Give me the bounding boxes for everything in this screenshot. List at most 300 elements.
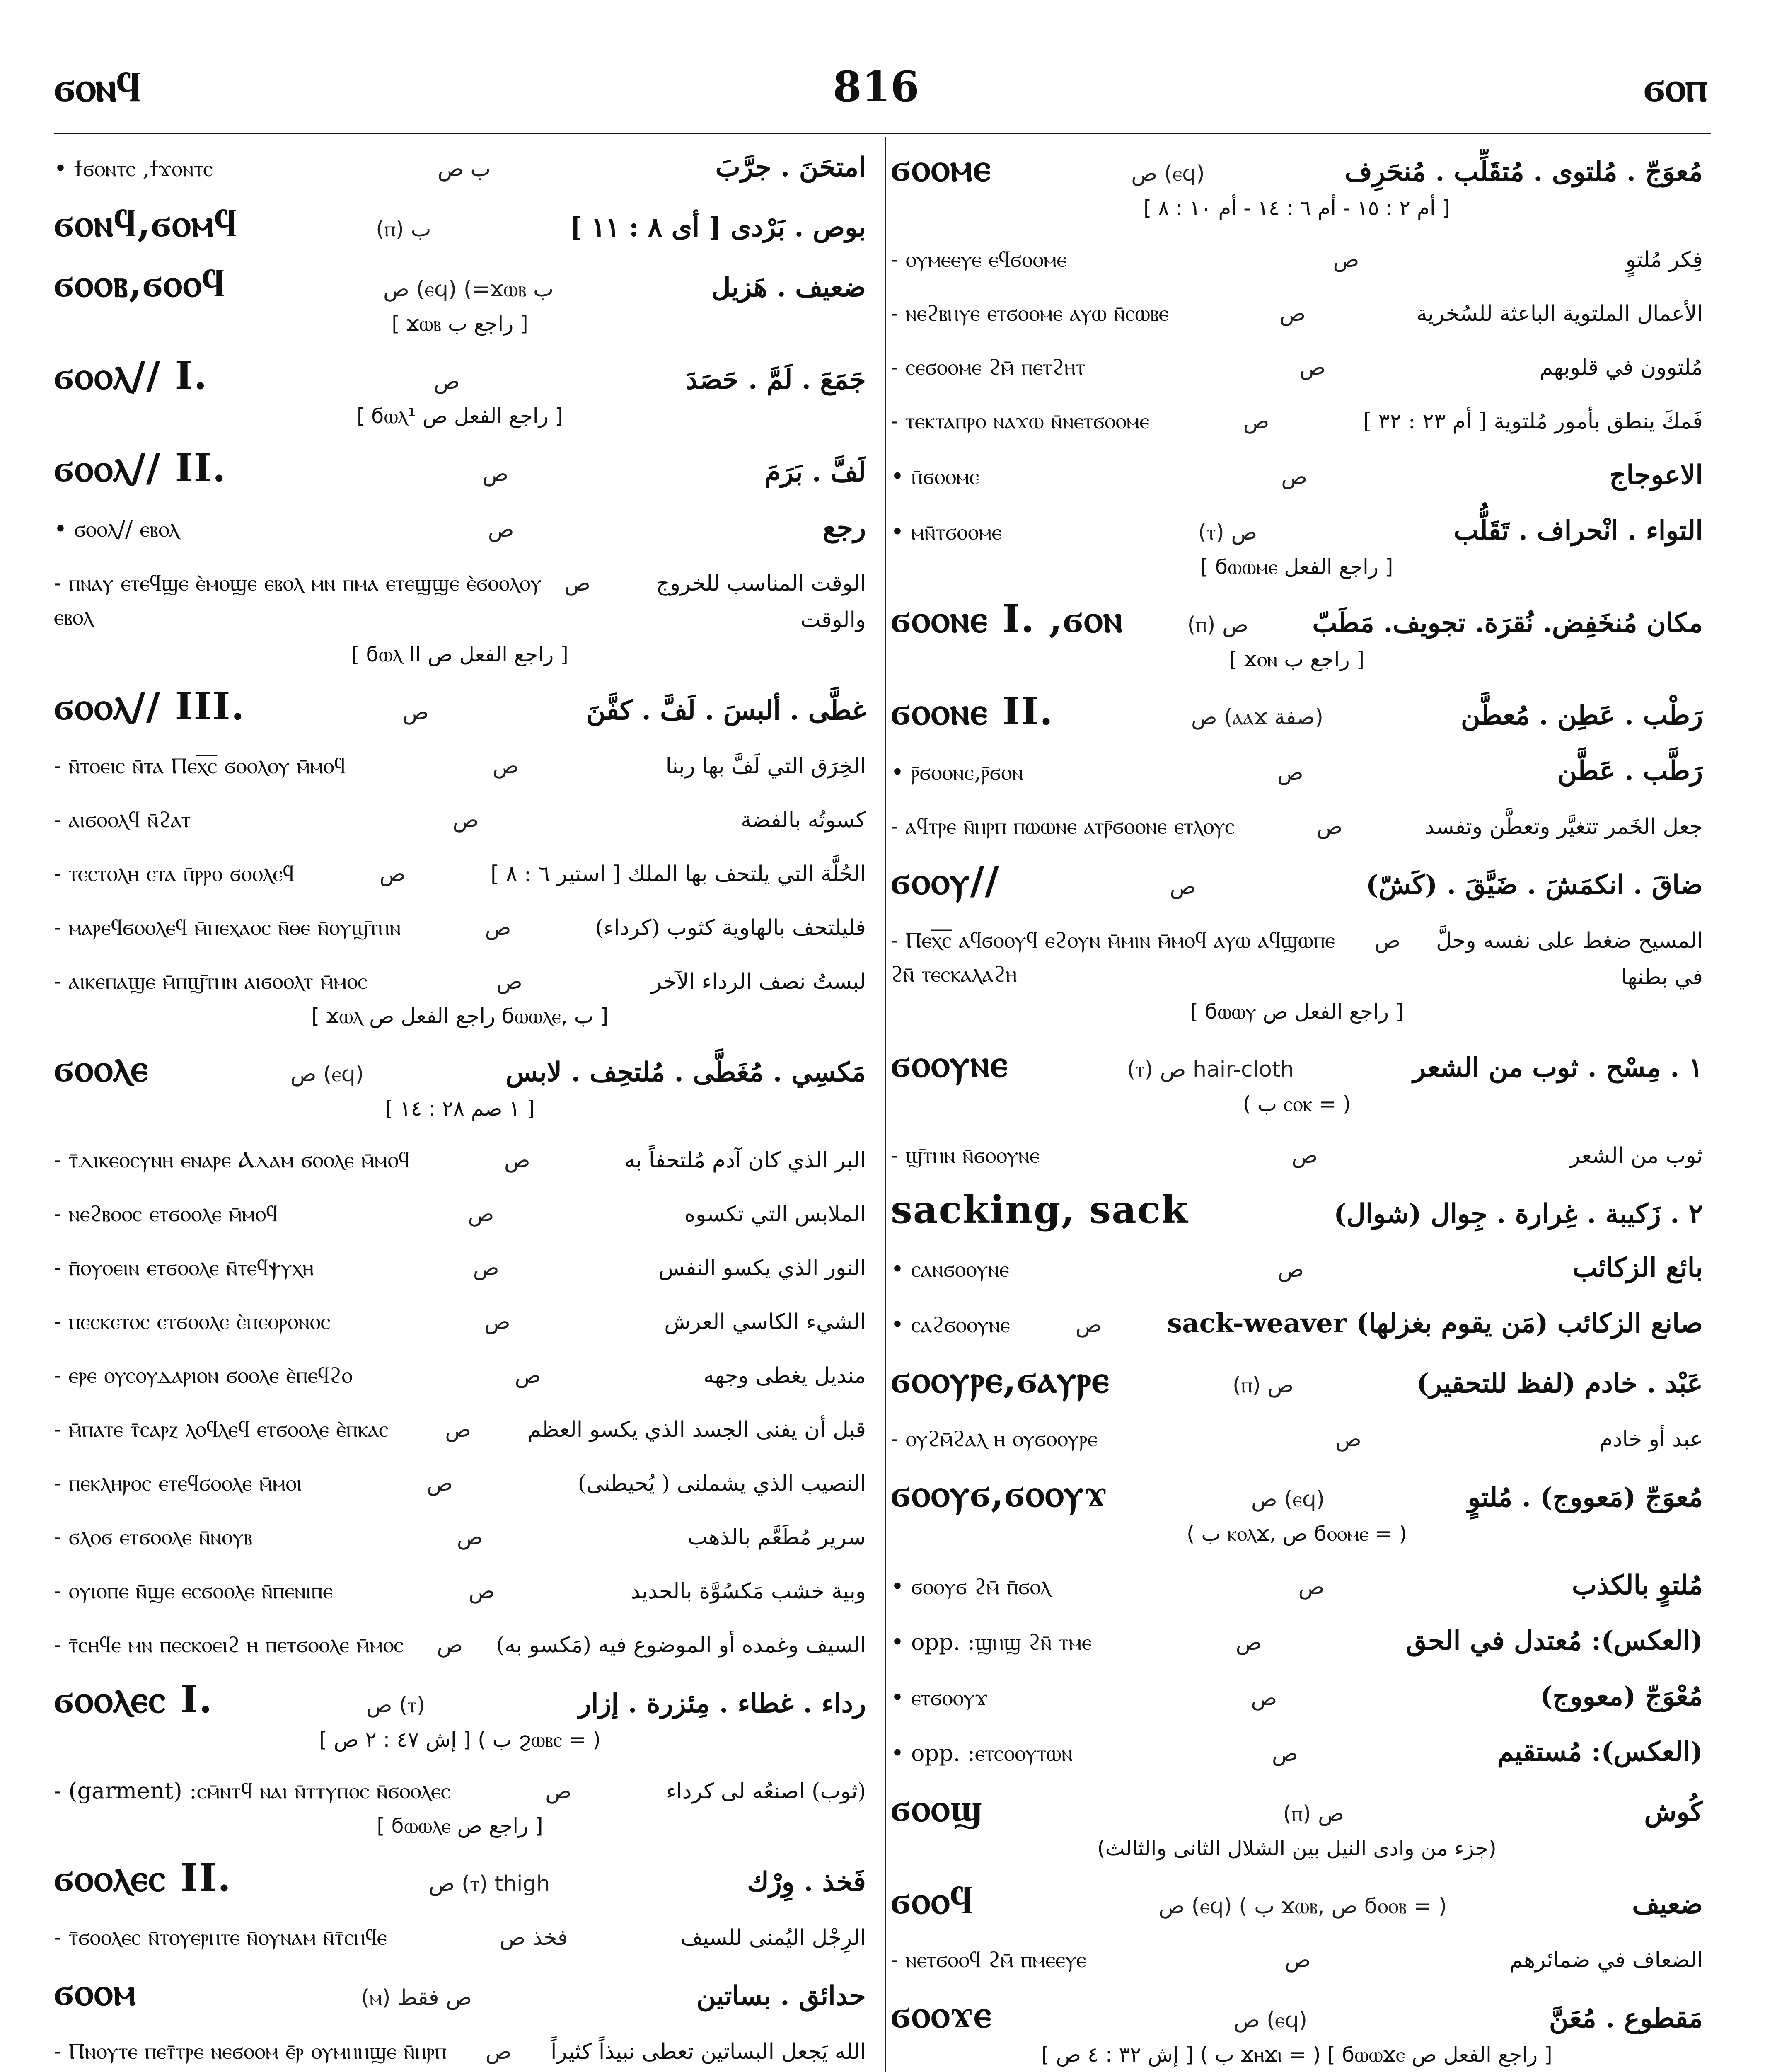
- grammar-meta: ص: [488, 517, 514, 542]
- dictionary-entry: [891, 1567, 1703, 1605]
- grammar-meta: ص: [402, 700, 429, 725]
- dictionary-entry: [891, 1041, 1703, 1120]
- dictionary-entry: [54, 1196, 866, 1232]
- coptic-lemma: ϭⲟⲛϥ,ϭⲟⲙϥ: [54, 201, 238, 245]
- entry-headline: [891, 1878, 1703, 1924]
- grammar-meta: ص: [545, 1779, 572, 1804]
- dictionary-entry: [54, 1920, 866, 1956]
- cross-reference: (جزء من وادى النيل بين الشلال الثانى والثالث): [1097, 1836, 1497, 1860]
- arabic-gloss: سرير مُطَعَّم بالذهب: [687, 1525, 866, 1550]
- arabic-gloss: بائع الزكائب: [1572, 1252, 1703, 1283]
- grammar-meta: ص: [1374, 928, 1401, 953]
- grammar-meta: ص: [433, 369, 460, 394]
- arabic-gloss: الحُلَّة التي يلتحف بها الملك [ استير ٦ : ٨ ]: [490, 862, 866, 886]
- coptic-lemma: • opp. :ⲉⲧⲥⲟⲟⲩⲧⲱⲛ: [891, 1740, 1073, 1766]
- dictionary-entry: [891, 1250, 1703, 1288]
- grammar-meta: ص: [564, 571, 590, 596]
- coptic-lemma: ϭⲟⲟⲗⲉⲥ II.: [54, 1855, 232, 1900]
- coptic-lemma: ϭⲟⲟⲗⲉⲥ I.: [54, 1677, 213, 1721]
- entry-headline: [891, 922, 1703, 995]
- grammar-meta: ص: [469, 1579, 495, 1604]
- entry-headline: [891, 1471, 1703, 1518]
- arabic-gloss: (العكس): مُستقيم: [1497, 1736, 1703, 1767]
- entry-headline: [54, 684, 866, 731]
- coptic-lemma: ϭⲟⲟⲩⲣⲉ,ϭⲁⲩⲣⲉ: [891, 1357, 1110, 1402]
- entry-headline: [891, 1785, 1703, 1832]
- coptic-lemma: ϭⲟⲟϣ: [891, 1785, 983, 1830]
- arabic-gloss: ضعيف . هَزيل: [711, 272, 866, 303]
- arabic-gloss: جعل الخَمر تتغيَّر وتعطَّن وتفسد: [1424, 814, 1703, 839]
- arabic-gloss: ٢ . زَكيبة . غِرارة . جِوال (شوال): [1334, 1198, 1703, 1230]
- coptic-lemma: • ⲡ̄ϭⲟⲟⲙⲉ: [891, 463, 979, 489]
- coptic-lemma: ϭⲟⲟⲙⲉ: [891, 149, 991, 190]
- dictionary-entry: [891, 1992, 1703, 2071]
- arabic-gloss: الله يَجعل البساتين تعطى نبيذاً كثيراً: [551, 2039, 866, 2064]
- coptic-lemma: - ⲧ̄ⲇⲓⲕⲉⲟⲥⲩⲛⲏ ⲉⲛⲁⲣⲉ Ⲁⲇⲁⲙ ϭⲟⲟⲗⲉ ⲙ̄ⲙⲟϥ: [54, 1147, 410, 1173]
- dictionary-entry: [54, 1855, 866, 1902]
- coptic-lemma: - ⲧ̄ϭⲟⲟⲗⲉⲥ ⲛ̄ⲧⲟⲩⲉⲣⲏⲧⲉ ⲛ̄ⲟⲩⲛⲁⲙ ⲛ̄ⲧ̄ⲥⲏϥⲉ: [54, 1924, 387, 1950]
- arabic-gloss: البر الذي كان آدم مُلتحفاً به: [624, 1148, 866, 1173]
- coptic-lemma: • ϭⲟⲟⲩϭ ϩⲙ̄ ⲡ̄ϭⲟⲗ: [891, 1573, 1051, 1600]
- coptic-lemma: - ⲡⲉⲥⲕⲉⲧⲟⲥ ⲉⲧϭⲟⲟⲗⲉ ⲉ̀ⲡⲉⲑⲣⲟⲛⲟⲥ: [54, 1308, 331, 1334]
- arabic-gloss: ثوب من الشعر: [1569, 1143, 1703, 1168]
- cross-reference: ( ب ⲥⲟⲕ = ): [1243, 1092, 1351, 1116]
- entry-headline: [891, 403, 1703, 440]
- coptic-lemma: ϭⲟⲟϥ: [891, 1878, 974, 1922]
- grammar-meta: ص (ⲉϥ): [290, 1062, 364, 1087]
- dictionary-entry: [54, 1573, 866, 1610]
- arabic-gloss: ١ . مِسْح . ثوب من الشعر: [1413, 1052, 1703, 1083]
- grammar-meta: ص: [427, 1471, 453, 1496]
- dictionary-entry: [891, 513, 1703, 583]
- grammar-meta: ص: [1236, 1630, 1262, 1655]
- dictionary-entry: [891, 1942, 1703, 1978]
- coptic-lemma: - Ⲡⲉⲭ̅ⲥ̅ ⲁϥϭⲟⲟⲩϥ ⲉϩⲟⲩⲛ ⲙ̄ⲙⲓⲛ ⲙ̄ⲙⲟϥ ⲁⲩⲱ ⲁϥϣⲱⲡⲉ ϩⲛ̄ ⲧⲉⲥⲕⲁⲗⲁϩⲏ: [891, 927, 1335, 987]
- dictionary-entry: [54, 856, 866, 892]
- grammar-meta: ص: [1170, 874, 1196, 899]
- grammar-meta: فخذ ص: [499, 1925, 568, 1950]
- arabic-gloss: لَفَّ . بَرَمَ: [764, 457, 866, 488]
- arabic-gloss: صانع الزكائب (مَن يقوم بغزلها) sack-weaver: [1167, 1308, 1703, 1339]
- coptic-lemma: ϭⲟⲟⲃ,ϭⲟⲟϥ: [54, 261, 225, 305]
- coptic-lemma: - ⲛⲉⲧϭⲟⲟϥ ϩⲙ̄ ⲡⲙⲉⲉⲩⲉ: [891, 1946, 1086, 1973]
- entry-headline: [54, 802, 866, 838]
- dictionary-entry: [891, 1138, 1703, 1174]
- dictionary-entry: [891, 403, 1703, 440]
- coptic-lemma: • ⲙⲛ̄ⲧϭⲟⲟⲙⲉ: [891, 519, 1002, 545]
- dictionary-entry: [54, 1304, 866, 1340]
- entry-headline: [891, 1041, 1703, 1088]
- dictionary-entry: [54, 1677, 866, 1756]
- coptic-lemma: ϭⲟⲟⲛⲉ I. ,ϭⲟⲛ: [891, 596, 1124, 641]
- grammar-meta: ص: [485, 915, 511, 940]
- coptic-lemma: ϭⲟⲟⲗ// III.: [54, 684, 245, 729]
- dictionary-entry: [54, 149, 866, 187]
- entry-headline: [891, 1187, 1703, 1232]
- coptic-lemma: ϭⲟⲟⲙ: [54, 1969, 137, 2014]
- entry-headline: [891, 457, 1703, 495]
- grammar-meta: ص: [468, 1202, 494, 1227]
- dictionary-entry: [54, 2033, 866, 2072]
- coptic-lemma: ϭⲟⲟⲩϭ,ϭⲟⲟⲩϫ: [891, 1471, 1108, 1515]
- arabic-gloss: جَمَعَ . لَمَّ . حَصَدَ: [685, 364, 866, 395]
- dictionary-entry: [891, 295, 1703, 332]
- entry-headline: [891, 858, 1703, 905]
- arabic-gloss: رداء . غطاء . مِئزرة . إزار: [578, 1688, 866, 1719]
- dictionary-entry: [54, 1465, 866, 1502]
- grammar-meta: ص: [1075, 1313, 1102, 1338]
- entry-headline: [891, 1421, 1703, 1457]
- arabic-gloss: مُلتوٍ بالكذب: [1572, 1570, 1703, 1601]
- page-header: [0, 0, 1765, 137]
- coptic-lemma: - ⲙ̄ⲡⲁⲧⲉ ⲧ̄ⲥⲁⲣⲍ ⲗⲟϥⲗⲉϥ ⲉⲧϭⲟⲟⲗⲉ ⲉ̀ⲡⲕⲁⲥ: [54, 1416, 389, 1442]
- dictionary-entry: [891, 1357, 1703, 1404]
- coptic-lemma: sacking, sack: [891, 1187, 1189, 1232]
- entry-headline: [54, 201, 866, 247]
- entry-headline: [54, 748, 866, 784]
- grammar-meta: ص: [452, 808, 479, 833]
- entry-headline: [54, 2033, 866, 2070]
- right-column: [891, 149, 1703, 2072]
- dictionary-entry: [54, 445, 866, 492]
- grammar-meta: ص: [1279, 301, 1306, 326]
- dictionary-entry: [54, 201, 866, 247]
- entry-headline: [54, 261, 866, 307]
- arabic-gloss: ضاقَ . انكمَشَ . ضَيَّقَ . (كَشّ): [1366, 869, 1703, 900]
- entry-headline: [891, 689, 1703, 736]
- dictionary-entry: [54, 802, 866, 838]
- entry-headline: [54, 1196, 866, 1232]
- dictionary-entry: [54, 261, 866, 340]
- dictionary-entry: [891, 1623, 1703, 1661]
- dictionary-entry: [891, 1471, 1703, 1550]
- entry-headline: [891, 349, 1703, 386]
- grammar-meta: ص: [1299, 355, 1326, 380]
- coptic-lemma: ϭⲟⲟⲗⲉ: [54, 1046, 149, 1090]
- arabic-gloss: مُعوَجّ (مَعووج) . مُلتوٍ: [1468, 1482, 1703, 1513]
- dictionary-entry: [54, 963, 866, 1032]
- arabic-gloss: كُوش: [1644, 1796, 1703, 1828]
- grammar-meta: (ⲡ) ص: [1187, 612, 1248, 637]
- entry-headline: [54, 856, 866, 892]
- arabic-gloss: فَمكَ ينطق بأمور مُلتوية [ أم ٢٣ : ٣٢ ]: [1363, 409, 1703, 434]
- entry-headline: [54, 1142, 866, 1179]
- grammar-meta: ص: [1251, 1686, 1277, 1711]
- grammar-meta: ص (ⲉϥ): [1233, 2008, 1308, 2033]
- dictionary-entry: [54, 510, 866, 548]
- grammar-meta: (ⲙ) ص فقط: [361, 1985, 472, 2010]
- cross-reference: [ إش ٤٧ : ٢ ص ] ( ب ϩⲱⲃⲥ = ): [319, 1728, 601, 1752]
- arabic-gloss: مَكسِي . مُغَطَّى . مُلتحِف . لابس: [505, 1057, 866, 1088]
- grammar-meta: ص (ⲉϥ) ( ب ϫⲱⲃ, ص ϭⲟⲟⲃ = ): [1158, 1894, 1447, 1919]
- dictionary-entry: [891, 689, 1703, 736]
- arabic-gloss: (العكس): مُعتدل في الحق: [1406, 1625, 1703, 1656]
- arabic-gloss: مُعوَجّ . مُلتوى . مُتقَلِّب . مُنحَرِف: [1344, 156, 1703, 187]
- grammar-meta: ص: [379, 862, 406, 886]
- page-number: 816: [833, 62, 919, 111]
- dictionary-entry: [891, 349, 1703, 386]
- coptic-lemma: - ⲙⲁⲣⲉϥϭⲟⲟⲗⲉϥ ⲙ̄ⲡⲉⲭⲁⲟⲥ ⲛ̄ⲑⲉ ⲛ̄ⲟⲩϣ̄ⲧⲏⲛ: [54, 914, 401, 940]
- grammar-meta: ص: [493, 754, 519, 779]
- entry-headline: [54, 1573, 866, 1610]
- entry-headline: [54, 1773, 866, 1810]
- grammar-meta: ص: [1272, 1741, 1298, 1766]
- arabic-gloss: المسيح ضغط على نفسه وحلَّ في بطنها: [1436, 928, 1703, 990]
- entry-headline: [54, 1411, 866, 1448]
- coptic-lemma: - ⲧ̄ⲥⲏϥⲉ ⲙⲛ ⲡⲉⲥⲕⲟⲉⲓϩ ⲏ ⲡⲉⲧϭⲟⲟⲗⲉ ⲙ̄ⲙⲟⲥ: [54, 1631, 404, 1658]
- entry-headline: [891, 242, 1703, 278]
- arabic-gloss: مَقطوع . مُعَنَّ: [1549, 2003, 1703, 2034]
- entry-headline: [54, 1465, 866, 1502]
- arabic-gloss: الخِرَق التي لَفَّ بها ربنا: [665, 754, 866, 779]
- dictionary-entry: [54, 1773, 866, 1842]
- coptic-lemma: - ⲡ̄ⲟⲩⲟⲉⲓⲛ ⲉⲧϭⲟⲟⲗⲉ ⲛ̄ⲧⲉϥⲯⲩⲭⲏ: [54, 1254, 314, 1280]
- entry-headline: [54, 510, 866, 548]
- arabic-gloss: حدائق . بساتين: [696, 1980, 866, 2011]
- arabic-gloss: بوص . بَرْدى [ أى ٨ : ١١ ]: [569, 212, 866, 243]
- entry-headline: [54, 1969, 866, 2016]
- grammar-meta: ص: [496, 969, 522, 994]
- entry-headline: [54, 1304, 866, 1340]
- coptic-lemma: • ϭⲟⲟⲗ// ⲉⲃⲟⲗ: [54, 516, 179, 542]
- entry-headline: [891, 1623, 1703, 1661]
- coptic-lemma: - ⲛⲉϩⲃⲏⲩⲉ ⲉⲧϭⲟⲟⲙⲉ ⲁⲩⲱ ⲛ̄ⲥⲱⲃⲉ: [891, 300, 1169, 326]
- coptic-lemma: - ⲟⲩⲓⲟⲡⲉ ⲛ̄ϣⲉ ⲉⲥϭⲟⲟⲗⲉ ⲛ̄ⲡⲉⲛⲓⲡⲉ: [54, 1578, 333, 1604]
- entry-headline: [891, 1992, 1703, 2038]
- arabic-gloss: فليلتحف بالهاوية كثوب (كرداء): [595, 915, 866, 940]
- grammar-meta: ص: [1281, 465, 1308, 489]
- entry-headline: [54, 1627, 866, 1663]
- entry-headline: [54, 1358, 866, 1394]
- coptic-lemma: - ϣ̄ⲧⲏⲛ ⲛ̄ϭⲟⲟⲩⲛⲉ: [891, 1142, 1040, 1168]
- entry-headline: [54, 1855, 866, 1902]
- coptic-lemma: - ⲡⲛⲁⲩ ⲉⲧⲉϥϣⲉ ⲉ̀ⲙⲟϣⲉ ⲉⲃⲟⲗ ⲙⲛ ⲡⲙⲁ ⲉⲧⲉϣϣⲉ ⲉ̀ϭⲟⲟⲗⲟⲩ ⲉⲃⲟⲗ: [54, 570, 542, 630]
- dictionary-entry: [891, 1734, 1703, 1772]
- coptic-lemma: • ⲥⲁϩϭⲟⲟⲩⲛⲉ: [891, 1312, 1010, 1338]
- coptic-lemma: ϭⲟⲟⲩⲛⲉ: [891, 1041, 1008, 1086]
- coptic-lemma: • opp. :ϣⲏϣ ϩⲛ̄ ⲧⲙⲉ: [891, 1629, 1092, 1655]
- entry-headline: [891, 753, 1703, 791]
- coptic-lemma: ϭⲟⲟⲗ// II.: [54, 445, 227, 490]
- cross-reference: [ ϫⲱⲗ راجع الفعل ص ϭⲱⲱⲗⲉ, ب ]: [311, 1004, 609, 1028]
- cross-reference: ( ب ⲕⲟⲗϫ, ص ϭⲟⲟⲙⲉ = ): [1186, 1522, 1407, 1546]
- grammar-meta: ص: [482, 462, 509, 487]
- arabic-gloss: الاعوجاج: [1609, 460, 1703, 491]
- arabic-gloss: قبل أن يفنى الجسد الذي يكسو العظم: [527, 1417, 866, 1442]
- dictionary-entry: [891, 149, 1703, 224]
- entry-headline: [54, 149, 866, 187]
- arabic-gloss: الملابس التي تكسوه: [684, 1202, 866, 1227]
- entry-headline: [891, 1567, 1703, 1605]
- entry-headline: [54, 910, 866, 946]
- dictionary-entry: [54, 684, 866, 731]
- dictionary-entry: [891, 242, 1703, 278]
- entry-headline: [54, 565, 866, 638]
- arabic-gloss: فَخذ . وِرْك: [747, 1866, 866, 1898]
- dictionary-entry: [54, 353, 866, 432]
- header-rule: [54, 133, 1711, 134]
- coptic-lemma: - ⲁⲓⲕⲉⲡⲁϣⲉ ⲙ̄ⲡϣ̄ⲧⲏⲛ ⲁⲓϭⲟⲟⲗⲧ ⲙ̄ⲙⲟⲥ: [54, 968, 368, 994]
- dictionary-entry: [891, 1187, 1703, 1232]
- dictionary-entry: [891, 1421, 1703, 1457]
- dictionary-entry: [891, 457, 1703, 495]
- dictionary-entry: [891, 922, 1703, 1028]
- coptic-lemma: - ⲧⲉⲕⲧⲁⲡⲣⲟ ⲛⲁϫⲱ ⲛ̄ⲛⲉⲧϭⲟⲟⲙⲉ: [891, 408, 1150, 434]
- arabic-gloss: النصيب الذي يشملنى ( يُحيطنى): [578, 1471, 866, 1496]
- arabic-gloss: الوقت المناسب للخروج والوقت: [656, 571, 866, 632]
- entry-headline: [54, 445, 866, 492]
- grammar-meta: ص: [484, 1310, 510, 1334]
- arabic-gloss: غطَّى . ألبسَ . لَفَّ . كفَّنَ: [586, 695, 866, 726]
- cross-reference: [ ϫⲱⲃ راجع ب ]: [392, 312, 528, 336]
- arabic-gloss: فِكر مُلتوٍ: [1625, 247, 1703, 272]
- coptic-lemma: • ⲣ̄ϭⲟⲟⲛⲉ,ⲣ̄ϭⲟⲛ: [891, 759, 1023, 785]
- arabic-gloss: امتحَنَ . جرَّبَ: [715, 152, 866, 183]
- grammar-meta: ص: [515, 1363, 541, 1388]
- cross-reference: [ ϭⲱⲱⲩ راجع الفعل ص ]: [1190, 1000, 1404, 1024]
- coptic-lemma: ϭⲟⲟⲛⲉ II.: [891, 689, 1054, 733]
- arabic-gloss: كسوتُه بالفضة: [740, 808, 866, 833]
- entry-headline: [54, 1920, 866, 1956]
- coptic-lemma: ϭⲟⲟϫⲉ: [891, 1992, 992, 2036]
- grammar-meta: ب ص: [438, 157, 491, 182]
- arabic-gloss: الأعمال الملتوية الباعثة للسُخرية: [1416, 301, 1703, 326]
- dictionary-entry: [54, 748, 866, 784]
- entry-headline: [891, 1305, 1703, 1343]
- coptic-lemma: • ⲉⲧϭⲟⲟⲩϫ: [891, 1685, 988, 1711]
- entry-headline: [54, 1519, 866, 1556]
- grammar-meta: ص (ⲉϥ): [1131, 161, 1205, 186]
- cross-reference: [ أم ٢ : ١٥ - أم ٦ : ١٤ - أم ١٠ : ٨ ]: [1143, 196, 1451, 220]
- cross-reference: [ ϭⲱⲗ II راجع الفعل ص ]: [351, 642, 568, 666]
- coptic-lemma: - ⲡⲉⲕⲗⲏⲣⲟⲥ ⲉⲧⲉϥϭⲟⲟⲗⲉ ⲙ̄ⲙⲟⲓ: [54, 1470, 302, 1496]
- grammar-meta: ص (ⲧ) thigh: [428, 1871, 550, 1896]
- coptic-lemma: - ⲟⲩϩⲙ̄ϩⲁⲗ ⲏ ⲟⲩϭⲟⲟⲩⲣⲉ: [891, 1426, 1098, 1452]
- grammar-meta: (ⲡ) ص: [1233, 1373, 1294, 1398]
- coptic-lemma: • ϯϭⲟⲛⲧⲥ ,ϯϫⲟⲛⲧⲥ: [54, 155, 213, 182]
- grammar-meta: ص (ⲉϥ) (=ϫⲱⲃ ب: [383, 277, 554, 302]
- arabic-gloss: التواء . انْحراف . تَقَلُّب: [1453, 515, 1703, 546]
- dictionary-entry: [891, 753, 1703, 791]
- arabic-gloss: ضعيف: [1632, 1889, 1703, 1920]
- entry-headline: [891, 513, 1703, 551]
- dictionary-entry: [54, 1627, 866, 1663]
- coptic-lemma: - (garment) :ⲥⲙ̄ⲛⲧϥ ⲛⲁⲓ ⲛ̄ⲧⲧⲩⲡⲟⲥ ⲛ̄ϭⲟⲟⲗⲉⲥ: [54, 1778, 451, 1804]
- arabic-gloss: لبستُ نصف الرداء الآخر: [651, 969, 866, 994]
- running-head-left: ϭⲟⲛϥ: [54, 62, 141, 111]
- coptic-lemma: - ϭⲗⲟϭ ⲉⲧϭⲟⲟⲗⲉ ⲛ̄ⲛⲟⲩⲃ: [54, 1524, 253, 1550]
- coptic-lemma: - ⲥⲉϭⲟⲟⲙⲉ ϩⲙ̄ ⲡⲉⲧϩⲏⲧ: [891, 354, 1086, 380]
- coptic-lemma: - ⲛⲉϩⲃⲟⲟⲥ ⲉⲧϭⲟⲟⲗⲉ ⲙ̄ⲙⲟϥ: [54, 1201, 278, 1227]
- dictionary-entry: [54, 1519, 866, 1556]
- arabic-gloss: منديل يغطى وجهه: [703, 1363, 866, 1388]
- entry-headline: [891, 1357, 1703, 1404]
- grammar-meta: (ⲧ) ص hair-cloth: [1127, 1057, 1294, 1082]
- grammar-meta: ص: [1316, 814, 1343, 839]
- arabic-gloss: رَطْب . عَطِن . مُعطَّن: [1460, 700, 1703, 731]
- dictionary-entry: [54, 1250, 866, 1286]
- arabic-gloss: الشيء الكاسي العرش: [664, 1310, 866, 1334]
- arabic-gloss: الضعاف في ضمائرهم: [1509, 1948, 1703, 1973]
- grammar-meta: ص: [1298, 1575, 1325, 1600]
- grammar-meta: ص (ⲁⲁϫ صفة): [1191, 705, 1324, 730]
- dictionary-entry: [891, 808, 1703, 845]
- dictionary-entry: [54, 1142, 866, 1179]
- grammar-meta: ص (ⲉϥ): [1251, 1487, 1325, 1512]
- grammar-meta: (ⲡ) ب: [376, 217, 431, 242]
- coptic-lemma: ϭⲟⲟⲩ//: [891, 858, 1000, 903]
- dictionary-entry: [891, 1305, 1703, 1343]
- coptic-lemma: - ⲧⲉⲥⲧⲟⲗⲏ ⲉⲧⲁ ⲡ̄ⲣⲣⲟ ϭⲟⲟⲗⲉϥ: [54, 860, 295, 886]
- column-divider: [885, 137, 886, 2072]
- left-column: [54, 149, 866, 2072]
- grammar-meta: ص: [1278, 1257, 1304, 1282]
- arabic-gloss: النور الذي يكسو النفس: [658, 1256, 866, 1280]
- cross-reference: [ ϫⲟⲛ راجع ب ]: [1229, 647, 1365, 671]
- arabic-gloss: الرِجْل اليُمنى للسيف: [680, 1925, 866, 1950]
- coptic-lemma: ϭⲟⲟⲗ// I.: [54, 353, 208, 398]
- entry-headline: [54, 1677, 866, 1723]
- entry-headline: [54, 1250, 866, 1286]
- entry-headline: [891, 149, 1703, 192]
- dictionary-entry: [891, 1878, 1703, 1924]
- arabic-gloss: عَبْد . خادم (لفظ للتحقير): [1416, 1368, 1703, 1399]
- running-head-right: ϭⲟⲡ: [1644, 62, 1707, 111]
- grammar-meta: ص (ⲧ): [366, 1693, 426, 1718]
- grammar-meta: ص: [457, 1525, 483, 1550]
- entry-headline: [891, 1250, 1703, 1288]
- cross-reference: [ ϭⲱⲗ¹ راجع الفعل ص ]: [356, 404, 563, 428]
- cross-reference: [54, 2070, 866, 2072]
- entry-headline: [891, 596, 1703, 643]
- cross-reference: [ ϭⲱⲱⲗⲉ راجع ص ]: [377, 1814, 543, 1838]
- cross-reference: [ إش ٣٢ : ٤ ص ] ( ب ϫⲏϫⲓ = ) [ ϭⲱⲱϫⲉ راجع الفعل ص ]: [1041, 2043, 1552, 2067]
- coptic-lemma: - Ⲡⲛⲟⲩⲧⲉ ⲡⲉⲧ̄ⲧⲣⲉ ⲛⲉϭⲟⲟⲙ ⲉ̄ⲣ ⲟⲩⲙⲏⲏϣⲉ ⲛ̄ⲏⲣⲡ: [54, 2038, 447, 2064]
- arabic-gloss: عبد أو خادم: [1599, 1427, 1703, 1452]
- dictionary-entry: [891, 1785, 1703, 1864]
- coptic-lemma: • ⲥⲁⲛϭⲟⲟⲩⲛⲉ: [891, 1256, 1009, 1282]
- dictionary-entry: [54, 1969, 866, 2016]
- entry-headline: [54, 353, 866, 400]
- grammar-meta: ص: [445, 1417, 471, 1442]
- entry-headline: [891, 1138, 1703, 1174]
- grammar-meta: ص: [504, 1148, 530, 1173]
- dictionary-entry: [891, 596, 1703, 675]
- arabic-gloss: مُعْوَجّ (معووج): [1540, 1681, 1703, 1712]
- grammar-meta: ص: [1277, 760, 1303, 785]
- cross-reference: [ ١ صم ٢٨ : ١٤ ]: [385, 1097, 535, 1121]
- arabic-gloss: مكان مُنخَفِض. نُقرَة. تجويف. مَطَبّ: [1312, 608, 1703, 639]
- dictionary-entry: [891, 1678, 1703, 1716]
- grammar-meta: ص: [1333, 247, 1359, 272]
- arabic-gloss: وبية خشب مَكسُوَّة بالحديد: [630, 1579, 866, 1604]
- grammar-meta: ص: [1335, 1427, 1361, 1452]
- dictionary-entry: [891, 858, 1703, 905]
- entry-headline: [891, 1942, 1703, 1978]
- arabic-gloss: رَطَّب . عَطَّن: [1557, 755, 1703, 787]
- dictionary-entry: [54, 910, 866, 946]
- coptic-lemma: - ⲁⲓϭⲟⲟⲗϥ ⲛ̄ϩⲁⲧ: [54, 806, 191, 833]
- entry-headline: [54, 963, 866, 1000]
- grammar-meta: ص: [485, 2039, 512, 2064]
- grammar-meta: (ⲡ) ص: [1283, 1801, 1344, 1826]
- coptic-lemma: - ⲛ̄ⲧⲟⲉⲓⲥ ⲛ̄ⲧⲁ Ⲡⲉⲭ̅ⲥ̅ ϭⲟⲟⲗⲟⲩ ⲙ̄ⲙⲟϥ: [54, 753, 346, 779]
- dictionary-entry: [54, 565, 866, 670]
- entry-headline: [891, 295, 1703, 332]
- arabic-gloss: رجع: [822, 512, 866, 543]
- arabic-gloss: (ثوب) اصنعُه لى كرداء: [666, 1779, 866, 1804]
- arabic-gloss: السيف وغمده أو الموضوع فيه (مَكسو به): [496, 1633, 866, 1658]
